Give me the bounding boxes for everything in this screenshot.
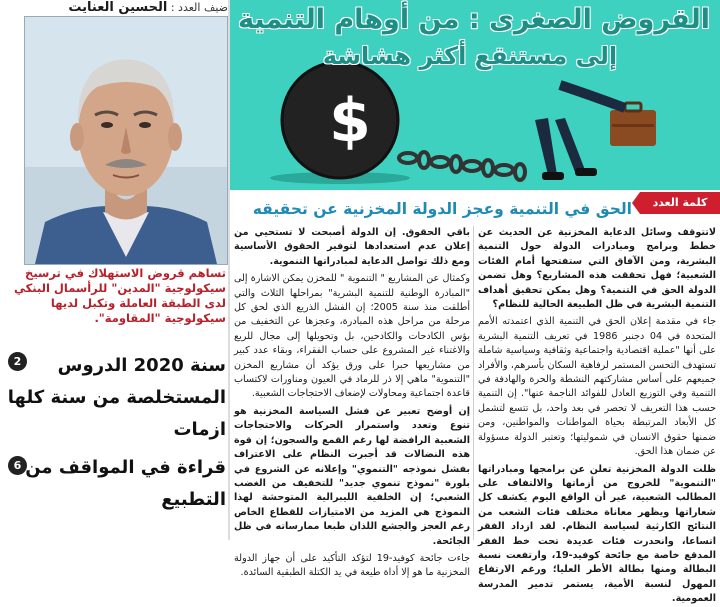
guest-label-prefix: ضيف العدد : (170, 1, 228, 14)
editorial-column-left (234, 226, 470, 579)
paragraph: وكمثال عن المشاريع " التنموية " للمخزن يمكن الاشارة إلى "المبادرة الوطنية للتنمية البشرية" بمراحلها الثلاث والتي أطلقت منذ سنة 2005؛ إن الفشل الذريع الذي لحق كل مرحلة من مراحل هذه المبادرة، وعجزها عن التخفيف من بؤس الكادحات والكادحين، بل وتحويلها إلى مجال للريع والاغتناء غير المشروع على حساب الفقراء، وبقاء عدد كبير من مشاريعها حبرا على ورق يؤكد أن مشاريع المخزن "التنموية" ماهي إلا ذر للرماد في العيون ومناورات لاكتساب قاعدة اجتماعية ومحاولات لإضعاف الاحتجاجات الشعبية. (234, 273, 470, 400)
page-number-badge: 6 (8, 456, 27, 475)
guest-name: الحسين العنايت (68, 0, 168, 15)
dollar-symbol: $ (329, 86, 371, 156)
teaser-item[interactable]: قراءة في المواقف من التطبيع (25, 457, 226, 510)
editorial-column-right (478, 226, 717, 605)
paragraph: باقي الحقوق. إن الدولة أصبحت لا تستحيي من إعلان عدم استعدادها لتوفير الحقوق الأساسية ومع ذلك تواصل الدعاية لمبادراتها التنموية. (234, 227, 470, 267)
portrait-illustration (25, 17, 227, 264)
guest-portrait (24, 16, 228, 265)
main-subheadline: إلى مستنقع أكثر هشاشة (322, 42, 618, 70)
paragraph: جاء في مقدمة إعلان الحق في التنمية الذي اعتمدته الأمم المتحدة في 04 دجنبر 1986 في تعريف التنمية البشرية على أنها "عملية اقتصادية واجتماعية وثقافية وسياسية شاملة تستهدف التحسن المستمر لرفاهية السكان بأسرهم، والأفراد جميعهم على أساس مشاركتهم النشطة والحرة والهادفة في التنمية وفي التوزيع العادل للفوائد الناجمة عنها". إن التنمية حسب هذا التعريف لا تحصر في بعد واحد، بل تتسع لتشمل كل الأبعاد المرتبطة بحياة المواطنات والمواطنين، ومن ضمنها حقوق الانسان في شموليتها؛ وتعتبر الدولة مسؤولة عن ضمان هذا الحق. (478, 316, 717, 458)
teaser-item[interactable]: سنة 2020 الدروس المستخلصة من سنة كلها ازمات (7, 355, 226, 440)
editorial-title: الحق في التنمية وعجز الدولة المخزنية عن تحقيقه (252, 200, 632, 218)
paragraph: إن أوضح تعبير عن فشل السياسة المخزنية هو تنوع وتعدد واستمرار الحركات والاحتجاجات الشعبية الرافضة لها رغم القمع والسجون؛ إن قوة هذه النضالات قد أجبرت النظام على الاعتراف بفشل نموذجه "التنموي" وإعلانه عن الشروع في بلورة "نموذج تنموي جديد" للتخفيف من الغضب الشعبي؛ إن الخلفية الليبرالية المتوحشة لهذا النموذج هي المزيد من الامتيازات للقطاع الخاص رغم العجز والجشع اللذان طبعا ممارساته في ظل الجائحة. (234, 405, 470, 547)
editorial-ribbon: كلمة العدد (640, 192, 720, 214)
paragraph: جاءت جائحة كوفيد-19 لتؤكد التأكيد على أن جهاز الدولة المخزنية ما هو إلا أداة طيعة في يد الكتلة الطبقية السائدة. (234, 552, 470, 579)
guest-quote: تساهم قروض الاستهلاك في ترسيخ سيكولوجية "المدين" للرأسمال البنكي لدى الطبقة العاملة وتكبل لديها سيكولوجية "المقاومة". (13, 266, 226, 325)
guest-label (0, 0, 228, 16)
column-separator (473, 226, 474, 540)
main-headline: القروض الصغرى : من أوهام التنمية (238, 4, 710, 35)
paragraph: لاتتوقف وسائل الدعاية المخزنية عن الحديث عن خطط وبرامج ومبادرات الدولة حول التنمية البشرية، ومن الآفاق التي ستفتحها أمام الفئات الشعبية؛ فهل تحققت هذه المشاريع؟ وهل تضمن الدولة الحق في التنمية؟ وهل يمكن تحقيق أهداف التنمية البشرية في ظل الطبيعة الحالية للنظام؟ (478, 227, 716, 311)
page-number-badge: 2 (8, 352, 27, 371)
paragraph: ظلت الدولة المخزنية تعلن عن برامجها ومبادراتها "التنموية" للخروج من أزماتها والالتفاف على المطالب الشعبية، غير أن الواقع اليوم يكشف كل شعاراتها ويظهر معاناة مختلف فئات الشعب من النتائج الكارثية لسياسة النظام. لقد ازداد الفقر اتساعا، وانحدرت فئات عديدة تحت خط الفقر المدقع خاصة مع جائحة كوفيد-19، وارتفعت نسبة البطالة ومنها بطالة الأطر العليا؛ ورغم الارتفاع المهول لنسبة الأمية، يستمر تدمير المدرسة العمومية. (478, 463, 717, 605)
